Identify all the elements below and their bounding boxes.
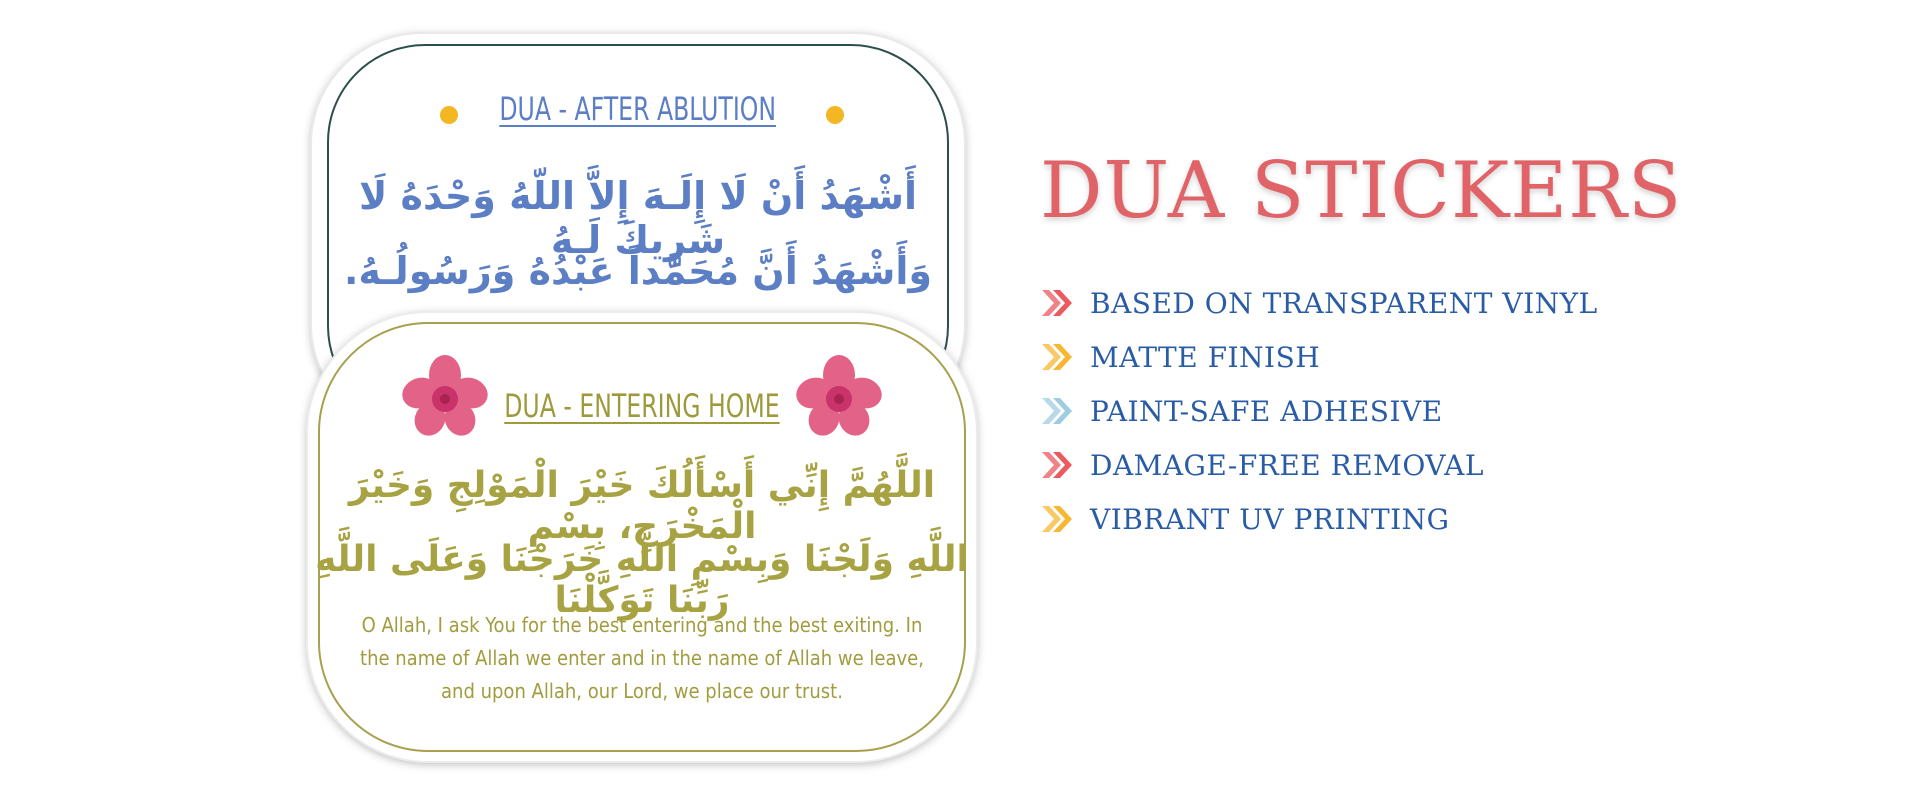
feature-item — [1040, 492, 1598, 546]
card-title-entering-home: DUA - ENTERING HOME — [504, 387, 780, 425]
chevron-blue-icon — [1040, 396, 1076, 426]
chevron-yellow-icon — [1040, 504, 1076, 534]
chevron-red-icon — [1040, 288, 1076, 318]
arabic-text-line: أَشْهَدُ أَنْ لَا إِلَـهَ إِلاَّ اللّهُ وَحْدَهُ لَا شَرِيكَ لَـهُ — [359, 174, 917, 262]
card-title-after-ablution: DUA - AFTER ABLUTION — [499, 90, 777, 128]
english-translation — [348, 609, 936, 708]
feature-item — [1040, 276, 1598, 330]
sticker-card-entering-home — [308, 313, 976, 761]
feature-label: VIBRANT UV PRINTING — [1090, 502, 1450, 536]
feature-item — [1040, 330, 1598, 384]
arabic-text-line: اللَّهِ وَلَجْنَا وَبِسْمِ اللَّهِ خَرَجْنَا وَعَلَى اللَّهِ رَبِّنَا تَوَكَّلْنَا — [315, 539, 969, 621]
feature-label: PAINT-SAFE ADHESIVE — [1090, 394, 1443, 428]
translation-line: O Allah, I ask You for the best entering and the best exiting. In — [361, 613, 923, 637]
chevron-red-icon — [1040, 450, 1076, 480]
arabic-text-line: اللَّهُمَّ إِنِّي أَسْأَلُكَ خَيْرَ الْمَوْلِجِ وَخَيْرَ الْمَخْرَجِ، بِسْمِ — [348, 465, 936, 547]
chevron-yellow-icon — [1040, 342, 1076, 372]
page-title: DUA STICKERS — [1040, 146, 1683, 236]
feature-label: BASED ON TRANSPARENT VINYL — [1090, 286, 1598, 320]
feature-item — [1040, 384, 1598, 438]
feature-label: DAMAGE-FREE REMOVAL — [1090, 448, 1484, 482]
feature-list — [1040, 276, 1598, 546]
feature-item — [1040, 438, 1598, 492]
feature-label: MATTE FINISH — [1090, 340, 1321, 374]
arabic-text-line: وَأَشْهَدُ أَنَّ مُحَمَّداً عَبْدُهُ وَرَسُولُـهُ. — [343, 249, 933, 293]
translation-line: the name of Allah we enter and in the name of Allah we leave, — [360, 646, 924, 670]
translation-line: and upon Allah, our Lord, we place our trust. — [441, 679, 843, 703]
